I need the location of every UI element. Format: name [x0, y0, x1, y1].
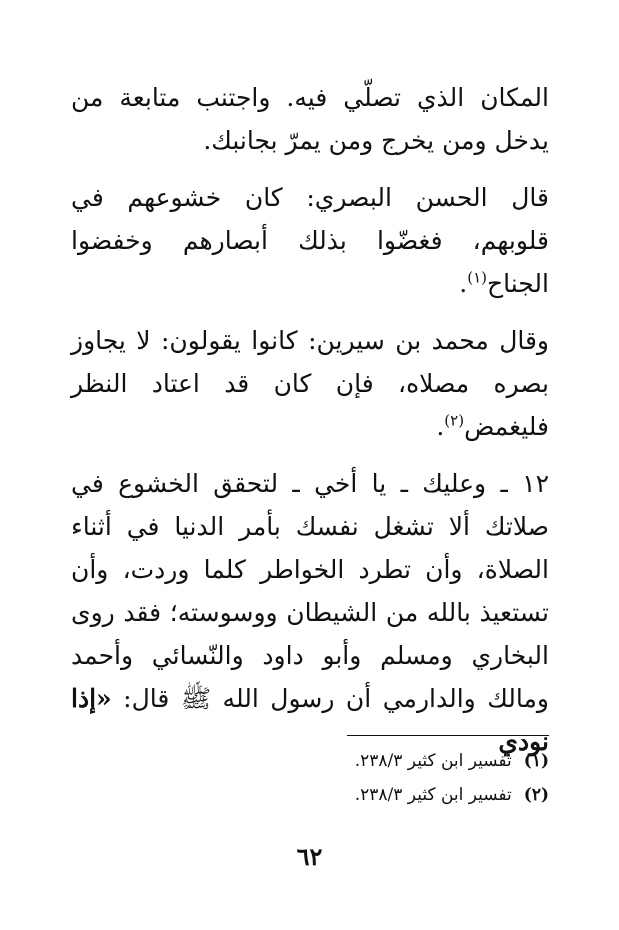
- paragraph-4-text: ١٢ ـ وعليك ـ يا أخي ـ لتحقق الخشوع في صلاتك ألا تشغل نفسك بأمر الدنيا في أثناء الصلاة، وأن تطرد الخواطر كلما وردت، وأن تستعيذ بالله من الشيطان ووسوسته؛ فقد روى البخاري ومسلم وأبو داود والنّسائي وأحمد ومالك والدارمي أن رسول الله ﷺ قال:: [71, 469, 549, 713]
- footnote-ref-1[interactable]: (١): [467, 268, 487, 287]
- paragraph-1: [71, 76, 549, 162]
- footnote-2-number: (٢): [523, 785, 549, 805]
- paragraph-3-end: .: [436, 412, 445, 441]
- footnote-ref-2[interactable]: (٢): [444, 411, 465, 430]
- footnote-2: [71, 778, 549, 812]
- main-text: [71, 76, 549, 773]
- paragraph-4: [71, 462, 549, 763]
- footnotes: [71, 744, 549, 812]
- paragraph-2-text: قال الحسن البصري: كان خشوعهم في قلوبهم، فغضّوا بذلك أبصارهم وخفضوا الجناح: [71, 183, 549, 298]
- paragraph-2: [71, 176, 549, 305]
- footnote-1-text: تفسير ابن كثير ٢٣٨/٣.: [354, 751, 512, 771]
- paragraph-1-text: المكان الذي تصلّي فيه. واجتنب متابعة من يدخل ومن يخرج ومن يمرّ بجانبك.: [71, 83, 549, 155]
- paragraph-3-text: وقال محمد بن سيرين: كانوا يقولون: لا يجاوز بصره مصلاه، فإن كان قد اعتاد النظر فليغمض: [71, 326, 549, 441]
- footnote-1: [71, 744, 549, 778]
- paragraph-3: [71, 319, 549, 448]
- footnote-divider: [347, 735, 549, 736]
- footnote-2-text: تفسير ابن كثير ٢٣٨/٣.: [354, 785, 512, 805]
- paragraph-4-hadith-start: «إذا نودي: [71, 684, 549, 756]
- page-number: ٦٢: [296, 842, 323, 871]
- footnote-1-number: (١): [523, 751, 549, 771]
- paragraph-2-end: .: [459, 269, 468, 298]
